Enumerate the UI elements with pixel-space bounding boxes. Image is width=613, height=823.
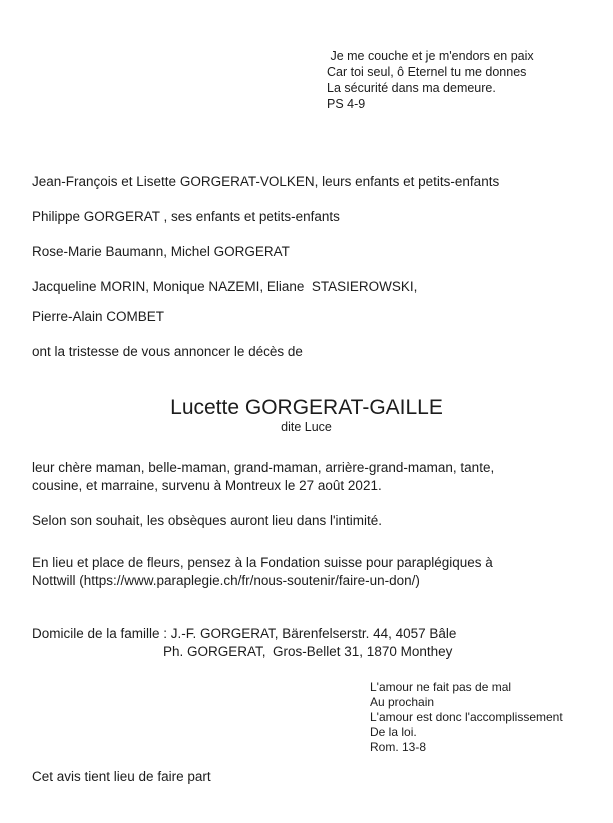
announcement-intro-line: ont la tristesse de vous annoncer le décès de	[32, 344, 303, 359]
scripture-quote-top-line: La sécurité dans ma demeure.	[327, 81, 496, 95]
scripture-quote-bottom-line: De la loi.	[370, 725, 417, 739]
scripture-verse-reference: PS 4-9	[327, 97, 366, 111]
family-address-line: Domicile de la famille : J.-F. GORGERAT, Bärenfelserstr. 44, 4057 Bâle	[32, 626, 457, 641]
scripture-verse-reference: Rom. 13-8	[370, 740, 427, 754]
funeral-line: Selon son souhait, les obsèques auront lieu dans l'intimité.	[32, 513, 383, 528]
announcer-line: Jacqueline MORIN, Monique NAZEMI, Eliane STASIEROWSKI,	[32, 279, 418, 294]
scripture-quote-top-line: Je me couche et je m'endors en paix	[327, 49, 534, 63]
donation-line: En lieu et place de fleurs, pensez à la Fondation suisse pour paraplégiques à	[32, 555, 493, 570]
donation-line-url: Nottwill (https://www.paraplegie.ch/fr/nous-soutenir/faire-un-don/)	[32, 573, 420, 588]
scripture-quote-bottom-line: L'amour est donc l'accomplissement	[370, 710, 563, 724]
scripture-quote-bottom-line: L'amour ne fait pas de mal	[370, 680, 512, 694]
deceased-nickname: dite Luce	[281, 420, 332, 434]
relation-line: cousine, et marraine, survenu à Montreux le 27 août 2021.	[32, 478, 382, 493]
announcer-line: Philippe GORGERAT , ses enfants et petits-enfants	[32, 209, 340, 224]
announcer-line: Jean-François et Lisette GORGERAT-VOLKEN, leurs enfants et petits-enfants	[32, 174, 500, 189]
announcer-line: Rose-Marie Baumann, Michel GORGERAT	[32, 244, 290, 259]
relation-line: leur chère maman, belle-maman, grand-maman, arrière-grand-maman, tante,	[32, 460, 495, 475]
scripture-quote-bottom-line: Au prochain	[370, 695, 435, 709]
family-address-line: Ph. GORGERAT, Gros-Bellet 31, 1870 Monthey	[163, 644, 453, 659]
scripture-quote-top-line: Car toi seul, ô Eternel tu me donnes	[327, 65, 527, 79]
announcer-line: Pierre-Alain COMBET	[32, 309, 165, 324]
deceased-name: Lucette GORGERAT-GAILLE	[170, 396, 443, 419]
footer-notice: Cet avis tient lieu de faire part	[32, 769, 211, 784]
